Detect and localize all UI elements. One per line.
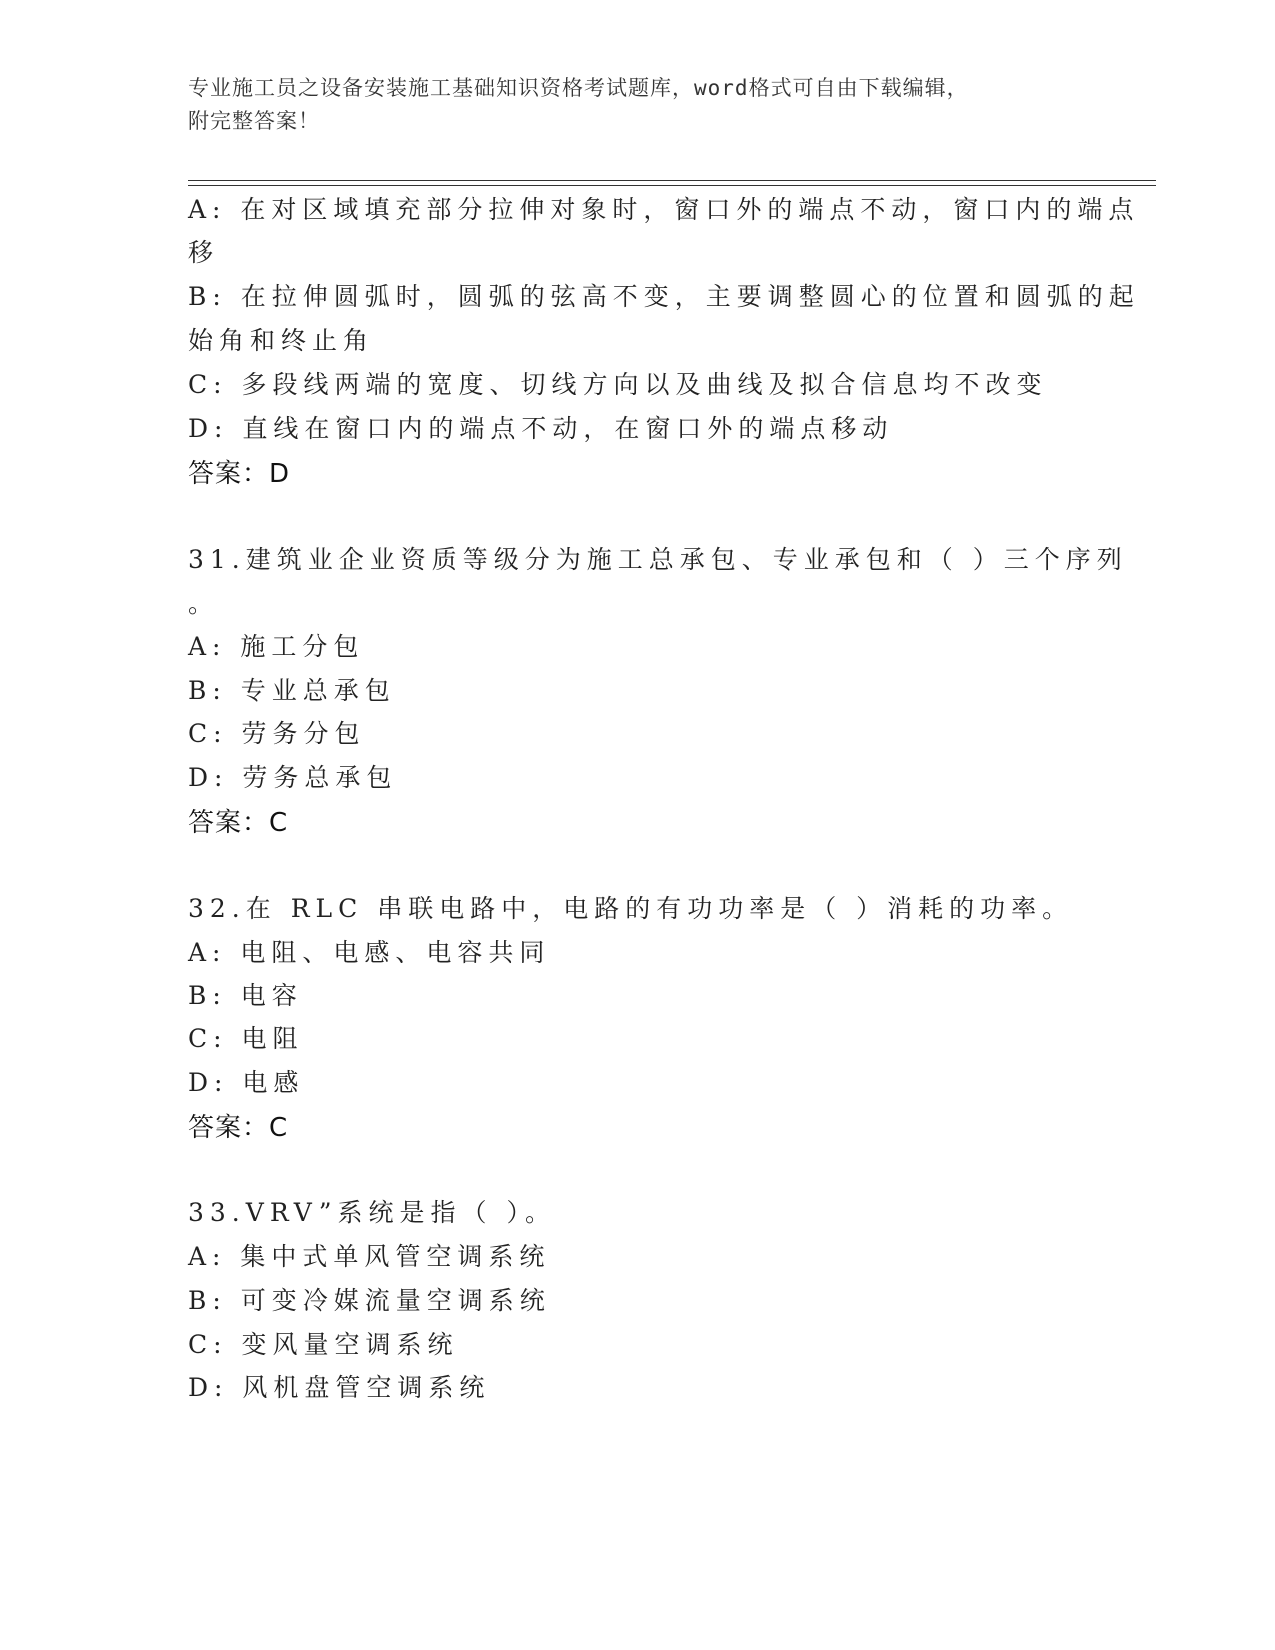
q30-option-b-line-2: 始角和终止角 [188, 326, 375, 355]
header-divider-top [188, 180, 1156, 181]
q33-option-a: A: 集中式单风管空调系统 [188, 1242, 551, 1271]
q31-stem-line-1: 31.建筑业企业资质等级分为施工总承包、专业承包和（ ）三个序列 [188, 545, 1128, 574]
header-divider-bottom [188, 185, 1156, 186]
q31-option-a: A: 施工分包 [188, 632, 365, 661]
q30-option-a-line-1: A: 在对区域填充部分拉伸对象时，窗口外的端点不动，窗口内的端点 [188, 195, 1140, 224]
header-line-1: 专业施工员之设备安装施工基础知识资格考试题库，word格式可自由下载编辑， [188, 76, 969, 100]
q30-answer: 答案：D [188, 459, 291, 489]
q30-option-c: C: 多段线两端的宽度、切线方向以及曲线及拟合信息均不改变 [188, 370, 1048, 399]
q32-option-d: D: 电感 [188, 1068, 305, 1097]
q30-option-d: D: 直线在窗口内的端点不动，在窗口外的端点移动 [188, 414, 894, 443]
q33-option-d: D: 风机盘管空调系统 [188, 1373, 491, 1402]
q33-option-b: B: 可变冷媒流量空调系统 [188, 1286, 551, 1315]
document-header [188, 72, 1068, 138]
q32-option-b: B: 电容 [188, 981, 303, 1010]
q33-stem: 33.VRV”系统是指（ ）。 [188, 1198, 556, 1227]
header-line-2: 附完整答案！ [188, 109, 320, 133]
q31-option-b: B: 专业总承包 [188, 676, 396, 705]
q30-option-a-line-2: 移 [188, 238, 220, 267]
q32-answer: 答案：C [188, 1113, 289, 1143]
q31-option-d: D: 劳务总承包 [188, 763, 398, 792]
q32-option-a: A: 电阻、电感、电容共同 [188, 938, 551, 967]
q33-option-c: C: 变风量空调系统 [188, 1330, 459, 1359]
q31-option-c: C: 劳务分包 [188, 719, 366, 748]
q30-option-b-line-1: B: 在拉伸圆弧时，圆弧的弦高不变，主要调整圆心的位置和圆弧的起 [188, 282, 1140, 311]
q32-stem: 32.在 RLC 串联电路中，电路的有功功率是（ ）消耗的功率。 [188, 894, 1074, 923]
q32-option-c: C: 电阻 [188, 1024, 304, 1053]
q31-answer: 答案：C [188, 808, 289, 838]
q31-stem-line-2: 。 [188, 589, 220, 618]
